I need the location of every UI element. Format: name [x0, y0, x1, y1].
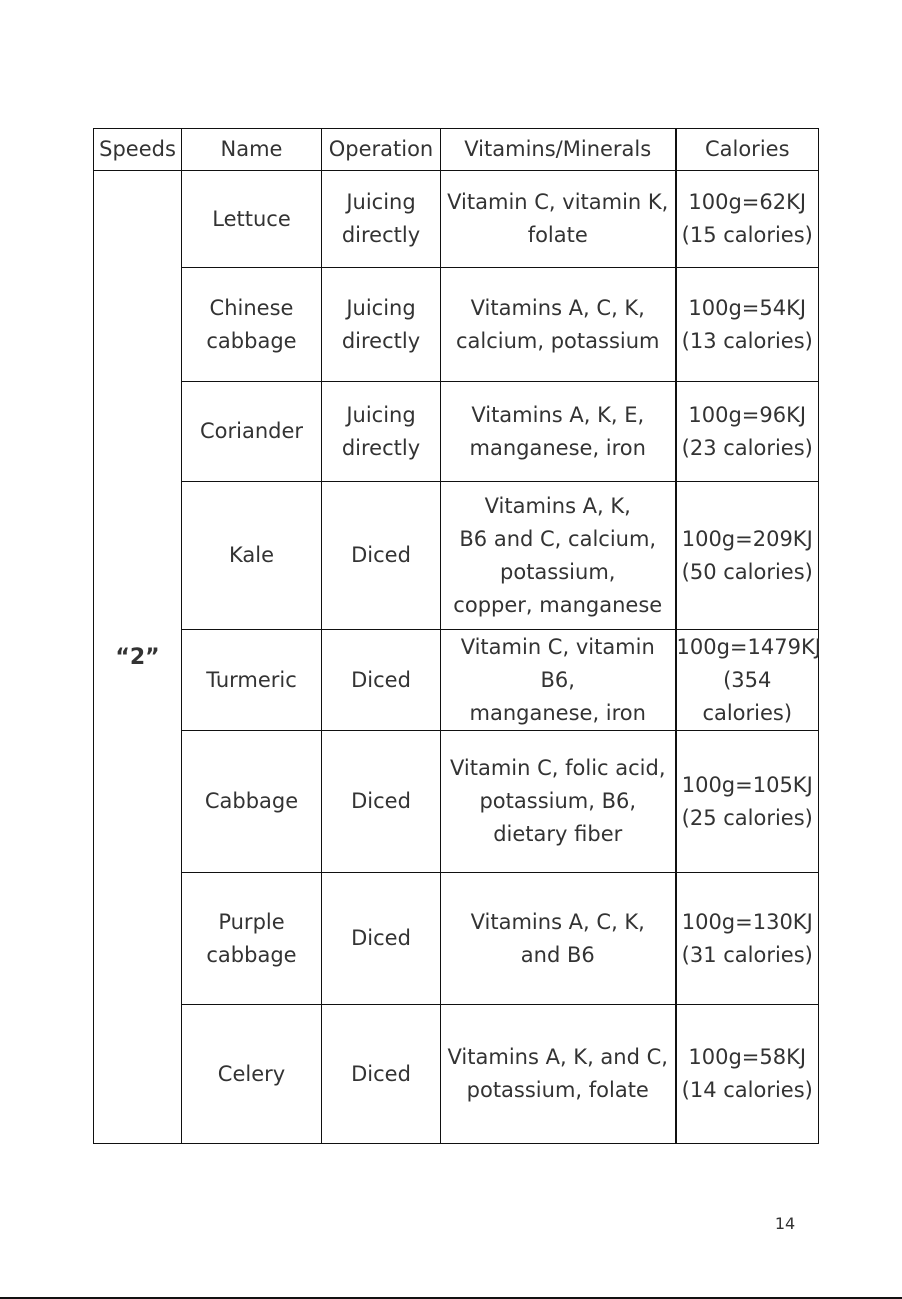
vitamins-cell-line: Vitamin C, folic acid,	[449, 756, 666, 780]
produce-name-cell-line: Purple	[218, 909, 285, 934]
calories-cell-line: 100g=209KJ	[681, 526, 813, 551]
calories-cell-line: (354 calories)	[702, 667, 793, 725]
vitamins-cell-line: Vitamin C, vitamin B6,	[460, 634, 655, 692]
operation-cell-line: directly	[341, 223, 421, 247]
vitamins-cell-line: potassium,	[500, 559, 616, 584]
produce-name-cell-line: Lettuce	[212, 206, 291, 231]
operation-cell-line: Juicing	[346, 295, 416, 320]
operation-cell-line: directly	[341, 435, 421, 460]
operation-cell	[322, 382, 441, 482]
vitamins-cell	[441, 382, 676, 482]
vitamins-cell	[441, 482, 676, 630]
table-row	[94, 171, 819, 268]
vitamins-cell-line: copper, manganese	[453, 592, 663, 617]
operation-cell	[322, 482, 441, 630]
produce-name-cell-line: Celery	[217, 1061, 286, 1086]
calories-cell-line: (14 calories)	[681, 1078, 813, 1102]
produce-name-cell	[182, 630, 322, 731]
operation-cell	[322, 268, 441, 382]
calories-cell-line: 100g=130KJ	[681, 909, 813, 934]
table-row	[94, 382, 819, 482]
calories-cell	[676, 873, 819, 1005]
table-row	[94, 268, 819, 382]
produce-name-cell	[182, 171, 322, 268]
vitamins-cell-line: dietary fiber	[493, 822, 623, 846]
operation-cell-line: Juicing	[346, 190, 416, 214]
calories-cell-line: 100g=58KJ	[688, 1045, 807, 1069]
produce-name-cell	[182, 873, 322, 1005]
header-calories: Calories	[676, 129, 819, 171]
calories-cell	[676, 731, 819, 873]
speed-cell: “2”	[94, 171, 182, 1144]
header-operation: Operation	[322, 129, 441, 171]
vitamins-cell	[441, 873, 676, 1005]
operation-cell-line: Diced	[351, 789, 411, 813]
table-header-row	[94, 129, 819, 171]
produce-name-cell	[182, 382, 322, 482]
vitamins-cell-line: manganese, iron	[469, 435, 646, 460]
operation-cell	[322, 731, 441, 873]
produce-name-cell-line: Cabbage	[204, 789, 299, 813]
produce-name-cell	[182, 731, 322, 873]
vitamins-cell	[441, 1005, 676, 1144]
produce-name-cell-line: Chinese	[209, 295, 294, 320]
vitamins-cell-line: calcium, potassium	[455, 328, 660, 353]
table-row	[94, 482, 819, 630]
calories-cell	[676, 382, 819, 482]
produce-name-cell	[182, 268, 322, 382]
table-body	[94, 171, 819, 1144]
produce-name-cell-line: Turmeric	[206, 667, 297, 692]
vitamins-cell	[441, 171, 676, 268]
calories-cell-line: (50 calories)	[681, 559, 813, 584]
operation-cell-line: Diced	[351, 926, 411, 950]
produce-name-cell-line: Coriander	[199, 419, 304, 443]
vitamins-cell-line: manganese, iron	[469, 700, 646, 725]
calories-cell	[676, 482, 819, 630]
operation-cell	[322, 873, 441, 1005]
calories-cell-line: 100g=96KJ	[688, 402, 807, 427]
vitamins-cell	[441, 630, 676, 731]
vitamins-cell-line: Vitamin C, vitamin K,	[447, 190, 669, 214]
calories-cell-line: 100g=105KJ	[681, 772, 813, 797]
calories-cell-line: (31 calories)	[681, 942, 813, 967]
vitamins-cell-line: potassium, B6,	[479, 789, 637, 813]
calories-cell-line: (15 calories)	[681, 223, 813, 247]
vitamins-cell-line: and B6	[520, 942, 595, 967]
vitamins-cell-line: Vitamins A, K, E,	[471, 402, 645, 427]
produce-name-cell-line: cabbage	[206, 942, 297, 967]
produce-name-cell	[182, 482, 322, 630]
vitamins-cell	[441, 268, 676, 382]
operation-cell-line: Diced	[351, 1061, 411, 1086]
produce-name-cell-line: cabbage	[206, 328, 297, 353]
produce-name-cell-line: Kale	[228, 543, 275, 567]
vitamins-cell-line: Vitamins A, K,	[484, 493, 631, 518]
operation-cell	[322, 630, 441, 731]
vitamins-cell-line: B6 and C, calcium,	[459, 526, 657, 551]
calories-cell	[676, 630, 819, 731]
calories-cell-line: (23 calories)	[681, 435, 813, 460]
vitamins-cell-line: Vitamins A, K, and C,	[447, 1045, 668, 1069]
calories-cell-line: (13 calories)	[681, 328, 813, 353]
operation-cell-line: Juicing	[346, 402, 416, 427]
table-row	[94, 731, 819, 873]
produce-table	[93, 128, 819, 1144]
header-name: Name	[182, 129, 322, 171]
header-speeds: Speeds	[94, 129, 182, 171]
produce-name-cell	[182, 1005, 322, 1144]
vitamins-cell-line: Vitamins A, C, K,	[470, 295, 645, 320]
calories-cell-line: (25 calories)	[681, 805, 813, 830]
calories-cell	[676, 1005, 819, 1144]
page-number: 14	[774, 1214, 796, 1233]
vitamins-cell-line: Vitamins A, C, K,	[470, 909, 645, 934]
vitamins-cell-line: folate	[527, 223, 588, 247]
operation-cell-line: Diced	[351, 667, 411, 692]
vitamins-cell-line: potassium, folate	[466, 1078, 649, 1102]
calories-cell	[676, 268, 819, 382]
table-row	[94, 1005, 819, 1144]
operation-cell-line: Diced	[351, 543, 411, 567]
table-row	[94, 630, 819, 731]
operation-cell	[322, 1005, 441, 1144]
header-vitamins-minerals: Vitamins/Minerals	[441, 129, 676, 171]
table-row	[94, 873, 819, 1005]
operation-cell-line: directly	[341, 328, 421, 353]
vitamins-cell	[441, 731, 676, 873]
calories-cell	[676, 171, 819, 268]
operation-cell	[322, 171, 441, 268]
calories-cell-line: 100g=62KJ	[688, 190, 807, 214]
calories-cell-line: 100g=54KJ	[688, 295, 807, 320]
calories-cell-line: 100g=1479KJ	[676, 634, 821, 659]
